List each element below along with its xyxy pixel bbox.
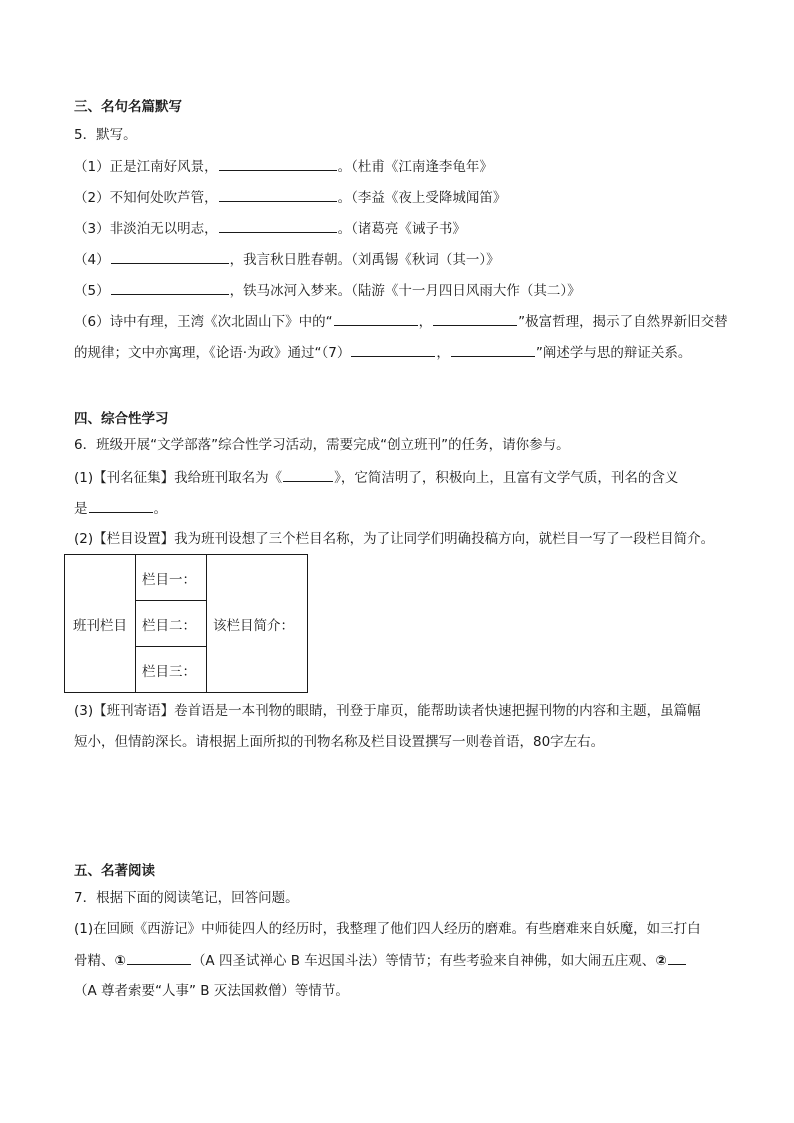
answer-blank[interactable]	[219, 219, 337, 233]
text-segment: (1)【刊名征集】我给班刊取名为《	[74, 470, 283, 486]
q5-item-4-pre: （4）	[74, 252, 110, 268]
q6-part-2: (2)【栏目设置】我为班刊设想了三个栏目名称，为了让同学们明确投稿方向，就栏目一写了一段栏目简介。	[74, 531, 715, 547]
q5-item-5-post: ，铁马冰河入梦来。（陆游《十一月四日风雨大作（其二）》	[229, 283, 581, 299]
q5-item-6-line-2	[74, 343, 691, 362]
section-heading-5: 五、名著阅读	[74, 863, 155, 879]
q5-item-5-pre: （5）	[74, 283, 110, 299]
question-6-stem: 6．班级开展“文学部落”综合性学习活动，需要完成“创立班刊”的任务，请你参与。	[74, 437, 570, 453]
answer-blank[interactable]	[351, 343, 435, 357]
text-segment: （A 四圣试禅心 B 车迟国斗法）等情节；有些考验来自神佛，如大闹五庄观、	[191, 953, 656, 969]
q5-item-1-post: 。（杜甫《江南逢李龟年》	[337, 159, 493, 175]
answer-blank[interactable]	[451, 343, 535, 357]
q6-part-3-line-2: 短小，但情韵深长。请根据上面所拟的刊物名称及栏目设置撰写一则卷首语，80字左右。	[74, 734, 605, 750]
table-right-label[interactable]: 该栏目简介：	[207, 555, 308, 693]
q5-item-2-pre: （2）不知何处吹芦管，	[74, 190, 218, 206]
text-segment: ，	[418, 314, 433, 330]
q5-item-4-post: ，我言秋日胜春朝。（刘禹锡《秋词（其一）》	[229, 252, 500, 268]
answer-blank[interactable]	[334, 312, 418, 326]
answer-blank[interactable]	[111, 250, 229, 264]
table-left-label: 班刊栏目	[65, 555, 136, 693]
q6-part-3-line-1: (3)【班刊寄语】卷首语是一本刊物的眼睛，刊登于扉页，能帮助读者快速把握刊物的内容和主题，虽篇幅	[74, 703, 701, 719]
marker-1: ①	[114, 953, 126, 969]
text-segment: ”阐述学与思的辩证关系。	[535, 345, 692, 361]
q5-item-4	[74, 250, 500, 269]
section-heading-4: 四、综合性学习	[74, 411, 169, 427]
q6-part-1-line-2	[74, 499, 167, 518]
text-segment: （6）诗中有理，王湾《次北固山下》中的“	[74, 314, 333, 330]
text-segment: ”极富哲理，揭示了自然界新旧交替	[518, 314, 728, 330]
answer-blank[interactable]	[668, 951, 686, 965]
text-segment: 是	[74, 501, 88, 517]
q5-item-2	[74, 188, 506, 207]
q5-item-3	[74, 219, 466, 238]
marker-2: ②	[655, 953, 667, 969]
answer-blank[interactable]	[219, 157, 337, 171]
q5-item-6-line-1	[74, 312, 728, 331]
answer-blank[interactable]	[127, 951, 191, 965]
answer-blank[interactable]	[283, 468, 333, 482]
answer-blank[interactable]	[433, 312, 517, 326]
question-7-stem: 7．根据下面的阅读笔记，回答问题。	[74, 890, 299, 906]
q7-line-3: （A 尊者索要“人事” B 灭法国救僧）等情节。	[74, 983, 349, 999]
q7-line-1: (1)在回顾《西游记》中师徒四人的经历时，我整理了他们四人经历的磨难。有些磨难来自妖魔，如三打白	[74, 921, 701, 937]
answer-blank[interactable]	[89, 499, 153, 513]
section-heading-3: 三、名句名篇默写	[74, 99, 182, 115]
question-5-stem: 5．默写。	[74, 127, 137, 143]
answer-blank[interactable]	[219, 188, 337, 202]
q7-line-2	[74, 951, 687, 970]
q5-item-2-post: 。（李益《夜上受降城闻笛》	[337, 190, 507, 206]
text-segment: ，	[436, 345, 450, 361]
q5-item-1-pre: （1）正是江南好风景，	[74, 159, 218, 175]
q5-item-5	[74, 281, 581, 300]
column-table	[64, 554, 308, 693]
table-row-column-1[interactable]: 栏目一：	[136, 555, 207, 601]
q5-item-1	[74, 157, 493, 176]
text-segment: 。	[153, 501, 167, 517]
q5-item-3-post: 。（诸葛亮《诫子书》	[337, 221, 466, 237]
table-row-column-2[interactable]: 栏目二：	[136, 601, 207, 647]
text-segment: 的规律；文中亦寓理，《论语·为政》通过“（7）	[74, 345, 351, 361]
q6-part-1-line-1	[74, 468, 678, 487]
q5-item-3-pre: （3）非淡泊无以明志，	[74, 221, 218, 237]
answer-blank[interactable]	[111, 281, 229, 295]
text-segment: 》，它简洁明了，积极向上，且富有文学气质，刊名的含义	[334, 470, 679, 486]
table-row-column-3[interactable]: 栏目三：	[136, 647, 207, 693]
text-segment: 骨精、	[74, 953, 115, 969]
